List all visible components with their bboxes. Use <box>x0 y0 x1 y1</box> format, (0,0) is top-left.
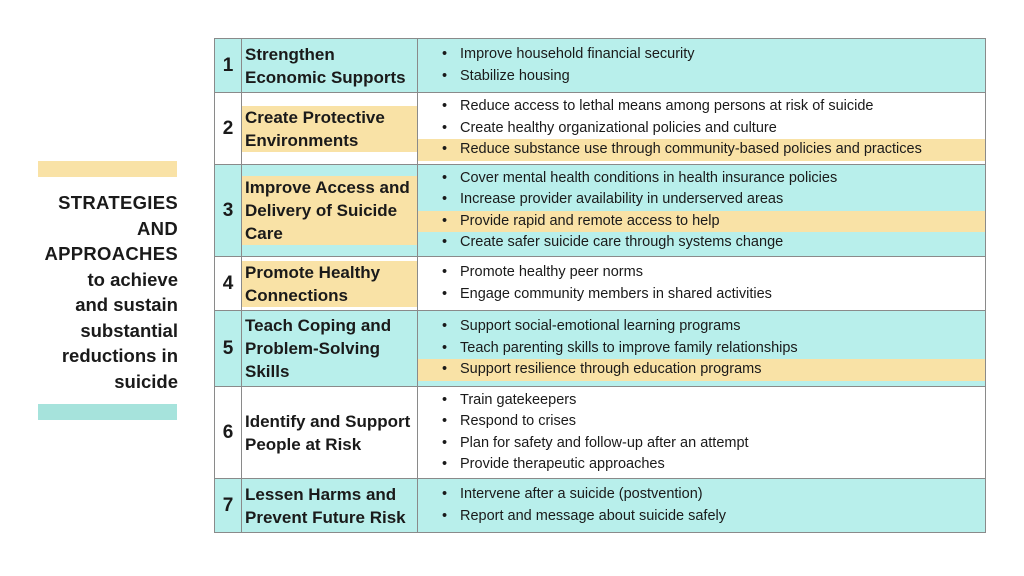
strategy-name: Lessen Harms and Prevent Future Risk <box>245 484 406 527</box>
approach-item <box>418 284 985 306</box>
strategy-name-cell <box>242 39 418 93</box>
approach-item <box>418 211 985 233</box>
approaches-list <box>418 96 985 161</box>
teal-accent-bar <box>38 404 177 420</box>
strategy-number: 6 <box>215 387 242 479</box>
approaches-list <box>418 168 985 254</box>
strategies-table-body <box>215 39 986 533</box>
bullet-icon: • <box>442 119 448 136</box>
approach-item <box>418 506 985 528</box>
approach-text: Create safer suicide care through systems change <box>460 234 784 250</box>
bullet-icon: • <box>442 212 448 229</box>
approach-text: Promote healthy peer norms <box>460 264 643 280</box>
approach-text: Support resilience through education programs <box>460 361 762 378</box>
approaches-list <box>418 484 985 527</box>
approaches-list <box>418 262 985 305</box>
bullet-icon: • <box>442 507 448 524</box>
approach-item <box>418 66 985 88</box>
approach-text: Support social-emotional learning programs <box>460 318 741 335</box>
strategies-heading <box>22 190 178 394</box>
bullet-icon: • <box>442 191 448 207</box>
approach-item <box>418 189 985 211</box>
bullet-icon: • <box>442 391 448 408</box>
approach-text: Teach parenting skills to improve family relationships <box>460 339 798 356</box>
approach-item <box>418 139 985 161</box>
approach-item <box>418 168 985 190</box>
approach-text: Cover mental health conditions in health insurance policies <box>460 169 838 186</box>
approach-item <box>418 433 985 455</box>
strategy-row <box>215 257 986 311</box>
heading-line: to achieve <box>87 268 178 290</box>
strategy-name-cell <box>242 257 418 311</box>
strategy-row <box>215 39 986 93</box>
approach-item <box>418 338 985 360</box>
approach-item <box>418 411 985 433</box>
strategy-name: Teach Coping and Problem-Solving Skills <box>245 316 392 381</box>
heading-line: STRATEGIES <box>58 192 178 213</box>
approach-text: Improve household financial security <box>460 46 695 62</box>
approach-item <box>418 232 985 254</box>
approaches-list <box>418 390 985 476</box>
bullet-icon: • <box>442 234 448 250</box>
approaches-list <box>418 316 985 381</box>
approach-item <box>418 390 985 412</box>
approaches-cell <box>418 39 986 93</box>
strategy-name-cell <box>242 93 418 165</box>
strategy-number: 2 <box>215 93 242 165</box>
approach-item <box>418 118 985 140</box>
strategy-name-cell <box>242 479 418 533</box>
heading-line: AND <box>137 217 178 239</box>
approach-text: Intervene after a suicide (postvention) <box>460 486 703 502</box>
approach-text: Plan for safety and follow-up after an attempt <box>460 434 749 451</box>
strategy-name-cell <box>242 165 418 257</box>
yellow-accent-bar <box>38 161 177 177</box>
bullet-icon: • <box>442 98 448 115</box>
heading-line: and sustain <box>75 294 178 315</box>
approach-text: Provide rapid and remote access to help <box>460 212 720 229</box>
approach-item <box>418 316 985 338</box>
approach-text: Train gatekeepers <box>460 391 577 408</box>
bullet-icon: • <box>442 361 448 378</box>
strategy-row <box>215 479 986 533</box>
strategy-number: 4 <box>215 257 242 311</box>
strategy-row <box>215 93 986 165</box>
bullet-icon: • <box>442 339 448 356</box>
approach-item <box>418 359 985 381</box>
approach-item <box>418 96 985 118</box>
approaches-list <box>418 44 985 87</box>
approaches-cell <box>418 479 986 533</box>
strategy-row <box>215 387 986 479</box>
strategy-name: Create Protective Environments <box>242 106 417 152</box>
bullet-icon: • <box>442 456 448 472</box>
strategy-number: 3 <box>215 165 242 257</box>
bullet-icon: • <box>442 141 448 158</box>
heading-line: reductions in <box>61 345 178 366</box>
approaches-cell <box>418 257 986 311</box>
strategy-name: Strengthen Economic Supports <box>245 44 406 87</box>
approach-text: Report and message about suicide safely <box>460 507 726 524</box>
strategies-table <box>214 38 986 533</box>
strategy-name-cell <box>242 387 418 479</box>
approach-text: Increase provider availability in underserved areas <box>460 191 784 207</box>
bullet-icon: • <box>442 434 448 451</box>
approach-text: Create healthy organizational policies and culture <box>460 119 777 136</box>
approach-item <box>418 454 985 476</box>
approach-text: Engage community members in shared activities <box>460 285 772 302</box>
approach-text: Reduce access to lethal means among persons at risk of suicide <box>460 98 874 115</box>
bullet-icon: • <box>442 264 448 280</box>
heading-line: APPROACHES <box>44 243 178 264</box>
heading-line: substantial <box>80 319 178 341</box>
bullet-icon: • <box>442 169 448 186</box>
strategy-name: Identify and Support People at Risk <box>245 411 411 454</box>
strategy-number: 7 <box>215 479 242 533</box>
bullet-icon: • <box>442 413 448 429</box>
strategy-number: 5 <box>215 311 242 387</box>
strategy-name: Improve Access and Delivery of Suicide Care <box>242 176 417 245</box>
strategy-row <box>215 165 986 257</box>
approaches-cell <box>418 387 986 479</box>
approach-item <box>418 44 985 66</box>
bullet-icon: • <box>442 285 448 302</box>
bullet-icon: • <box>442 486 448 502</box>
approach-text: Reduce substance use through community-based policies and practices <box>460 141 922 158</box>
heading-line: suicide <box>114 370 178 392</box>
strategy-name: Promote Healthy Connections <box>242 261 417 307</box>
bullet-icon: • <box>442 46 448 62</box>
approaches-cell <box>418 93 986 165</box>
strategy-name-cell <box>242 311 418 387</box>
bullet-icon: • <box>442 67 448 84</box>
approach-text: Provide therapeutic approaches <box>460 456 665 472</box>
approach-text: Respond to crises <box>460 413 577 429</box>
approaches-cell <box>418 311 986 387</box>
approach-item <box>418 484 985 506</box>
strategy-row <box>215 311 986 387</box>
approaches-cell <box>418 165 986 257</box>
approach-text: Stabilize housing <box>460 67 570 84</box>
strategy-number: 1 <box>215 39 242 93</box>
bullet-icon: • <box>442 318 448 335</box>
approach-item <box>418 262 985 284</box>
